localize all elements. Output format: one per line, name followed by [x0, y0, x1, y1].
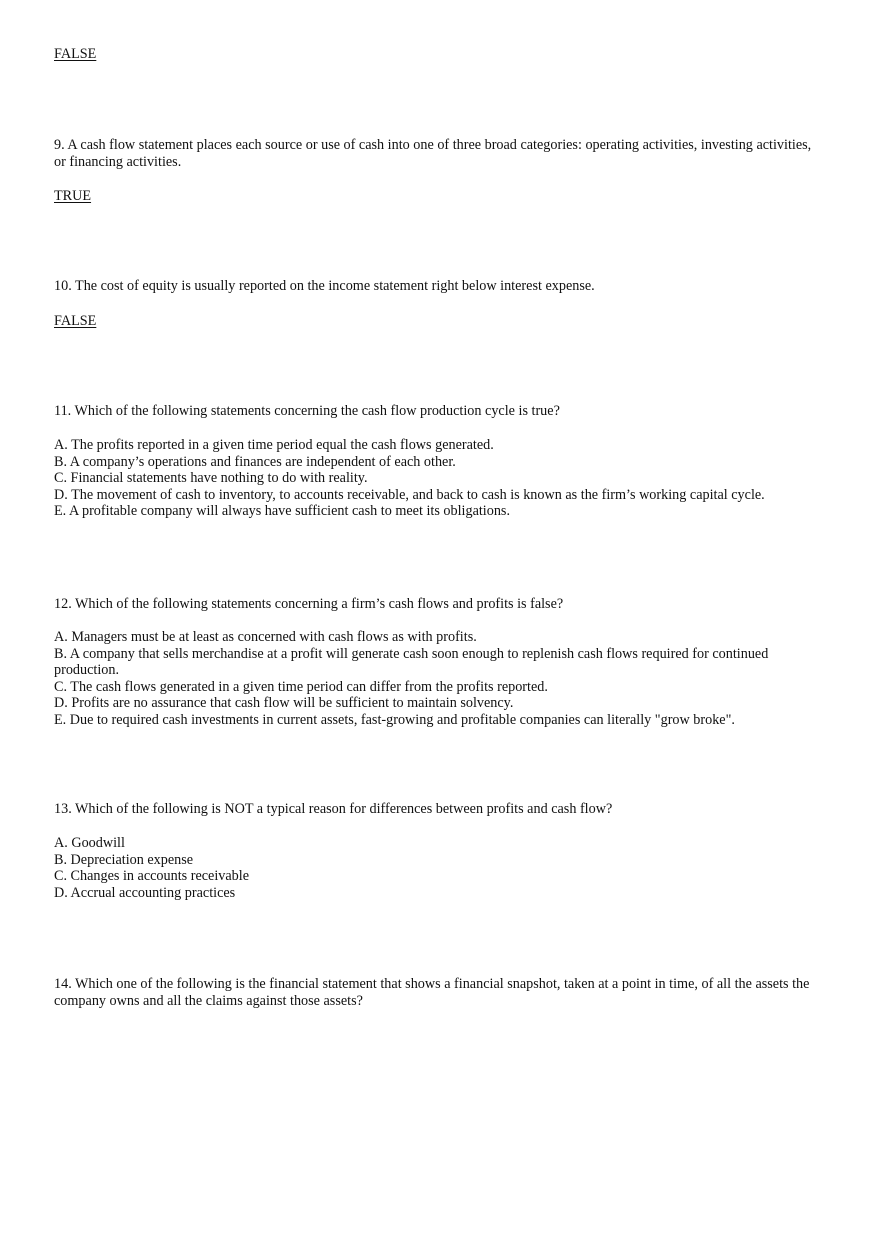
option-11-e: E. A profitable company will always have sufficient cash to meet its obligations.: [54, 503, 511, 520]
options-13: [54, 835, 824, 901]
answer-prev: FALSE: [54, 46, 97, 62]
option-12-e: E. Due to required cash investments in current assets, fast-growing and profitable companies can literally "grow broke".: [54, 711, 735, 728]
option-13-d: D. Accrual accounting practices: [54, 884, 236, 901]
question-13: 13. Which of the following is NOT a typical reason for differences between profits and cash flow?: [54, 801, 613, 817]
question-11: 11. Which of the following statements concerning the cash flow production cycle is true?: [54, 403, 560, 419]
option-12-a: A. Managers must be at least as concerned with cash flows as with profits.: [54, 629, 477, 645]
option-11-a: A. The profits reported in a given time period equal the cash flows generated.: [54, 437, 494, 453]
answer-10: FALSE: [54, 313, 97, 329]
option-13-c: C. Changes in accounts receivable: [54, 868, 250, 885]
question-9: 9. A cash flow statement places each source or use of cash into one of three broad categories: operating activities, investing activities, or financing activities.: [54, 137, 812, 170]
answer-9: TRUE: [54, 188, 92, 204]
option-13-b: B. Depreciation expense: [54, 851, 194, 868]
option-11-d: D. The movement of cash to inventory, to accounts receivable, and back to cash is known as the firm’s working capital cycle.: [54, 486, 765, 503]
option-11-b: B. A company’s operations and finances are independent of each other.: [54, 453, 456, 470]
options-11: [54, 437, 824, 520]
options-12: [54, 629, 824, 729]
question-10: 10. The cost of equity is usually reported on the income statement right below interest expense.: [54, 278, 595, 294]
option-12-d: D. Profits are no assurance that cash flow will be sufficient to maintain solvency.: [54, 695, 514, 712]
question-12: 12. Which of the following statements concerning a firm’s cash flows and profits is false?: [54, 596, 564, 612]
option-12-c: C. The cash flows generated in a given time period can differ from the profits reported.: [54, 678, 548, 695]
question-14: 14. Which one of the following is the financial statement that shows a financial snapshot, taken at a point in time, of all the assets the company owns and all the claims against those assets?: [54, 976, 810, 1009]
option-13-a: A. Goodwill: [54, 835, 125, 851]
option-12-b: B. A company that sells merchandise at a profit will generate cash soon enough to replenish cash flows required for continued production.: [54, 645, 769, 679]
option-11-c: C. Financial statements have nothing to do with reality.: [54, 470, 368, 487]
